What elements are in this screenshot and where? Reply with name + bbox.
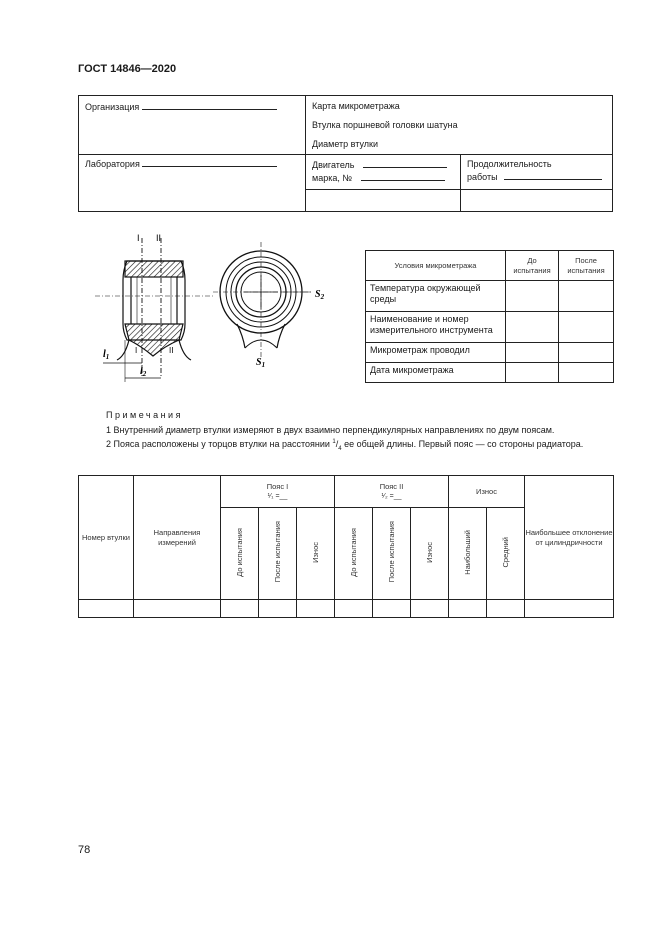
condition-row-label: Микрометраж проводил — [366, 343, 506, 363]
condition-cell — [559, 281, 614, 312]
part-name: Втулка поршневой головки шатуна — [312, 120, 458, 130]
belt1-wear-header: Износ — [297, 508, 335, 600]
measurements-table — [78, 475, 614, 618]
map-title: Карта микрометража — [312, 101, 400, 111]
max-deviation-header: Наибольшее отклонение от цилиндричности — [525, 476, 614, 600]
after-test-header: После испытания — [559, 251, 614, 281]
figure-label-s1: $S_1$ — [256, 357, 266, 369]
laboratory-label: Лаборатория — [85, 159, 140, 169]
condition-cell — [506, 343, 559, 363]
conditions-header: Условия микрометража — [366, 251, 506, 281]
number-header: Номер втулки — [79, 476, 134, 600]
figure-label-i-top: I — [137, 233, 140, 243]
diameter-label: Диаметр втулки — [312, 139, 378, 149]
conditions-table — [365, 250, 614, 383]
figure-label-ii-bottom: II — [169, 346, 174, 355]
standard-header: ГОСТ 14846—2020 — [78, 63, 177, 75]
map-info-cell — [306, 96, 613, 155]
data-cell — [297, 600, 335, 618]
belt1-before-header: До испытания — [221, 508, 259, 600]
page-number: 78 — [78, 844, 91, 856]
direction-header: Направления измерений — [134, 476, 221, 600]
duration-blank — [504, 170, 602, 180]
duration-label-2: работы — [467, 172, 498, 182]
belt2-wear-header: Износ — [411, 508, 449, 600]
duration-value-cell — [461, 190, 613, 212]
belt1-header: Пояс I ¹⁄₁ =__ — [221, 476, 335, 508]
condition-row-label: Наименование и номер измерительного инструмента — [366, 312, 506, 343]
data-cell — [525, 600, 614, 618]
data-cell — [335, 600, 373, 618]
front-view — [213, 242, 313, 358]
condition-cell — [506, 363, 559, 383]
notes-title: Примечания — [106, 410, 183, 420]
belt1-after-header: После испытания — [259, 508, 297, 600]
engine-cell — [306, 155, 461, 190]
card-table — [78, 95, 613, 212]
wear-avg-header: Средний — [487, 508, 525, 600]
note-1: 1 Внутренний диаметр втулки измеряют в двух взаимно перпендикулярных направлениях по двум поясам. — [106, 425, 555, 435]
organization-label: Организация — [85, 102, 140, 112]
duration-label: Продолжительность — [467, 159, 552, 169]
engine-label: Двигатель — [312, 160, 355, 170]
condition-cell — [559, 343, 614, 363]
organization-blank — [142, 100, 277, 110]
data-cell — [449, 600, 487, 618]
wear-header: Износ — [449, 476, 525, 508]
figure-label-s2: $S_2$ — [315, 289, 325, 301]
organization-cell — [79, 96, 306, 155]
belt2-after-header: После испытания — [373, 508, 411, 600]
laboratory-blank — [142, 157, 277, 167]
engine-value-cell — [306, 190, 461, 212]
note-2: 2 Пояса расположены у торцов втулки на расстоянии $^1/_4$ ее общей длины. Первый пояс — со стороны радиатора. — [106, 439, 584, 452]
condition-cell — [506, 281, 559, 312]
laboratory-cell — [79, 155, 306, 212]
data-cell — [259, 600, 297, 618]
data-cell — [373, 600, 411, 618]
condition-cell — [506, 312, 559, 343]
condition-row-label: Дата микрометража — [366, 363, 506, 383]
data-cell — [134, 600, 221, 618]
figure-label-ii-top: II — [156, 233, 162, 243]
before-test-header: До испытания — [506, 251, 559, 281]
engine-mark-label: марка, № — [312, 173, 352, 183]
bushing-figure — [95, 228, 345, 388]
data-cell — [79, 600, 134, 618]
condition-cell — [559, 363, 614, 383]
data-cell — [221, 600, 259, 618]
data-cell — [411, 600, 449, 618]
belt2-before-header: До испытания — [335, 508, 373, 600]
engine-blank — [363, 158, 447, 168]
engine-mark-blank — [361, 171, 445, 181]
belt2-header: Пояс II ¹⁄₂ =__ — [335, 476, 449, 508]
condition-cell — [559, 312, 614, 343]
side-section — [95, 238, 213, 382]
data-cell — [487, 600, 525, 618]
duration-cell — [461, 155, 613, 190]
figure-label-l1: $l_1$ — [103, 349, 110, 361]
figure-label-i-bottom: I — [135, 346, 138, 355]
notes — [78, 409, 613, 455]
condition-row-label: Температура окружающей среды — [366, 281, 506, 312]
wear-max-header: Наибольший — [449, 508, 487, 600]
figure-label-l2: $l_2$ — [140, 366, 147, 378]
